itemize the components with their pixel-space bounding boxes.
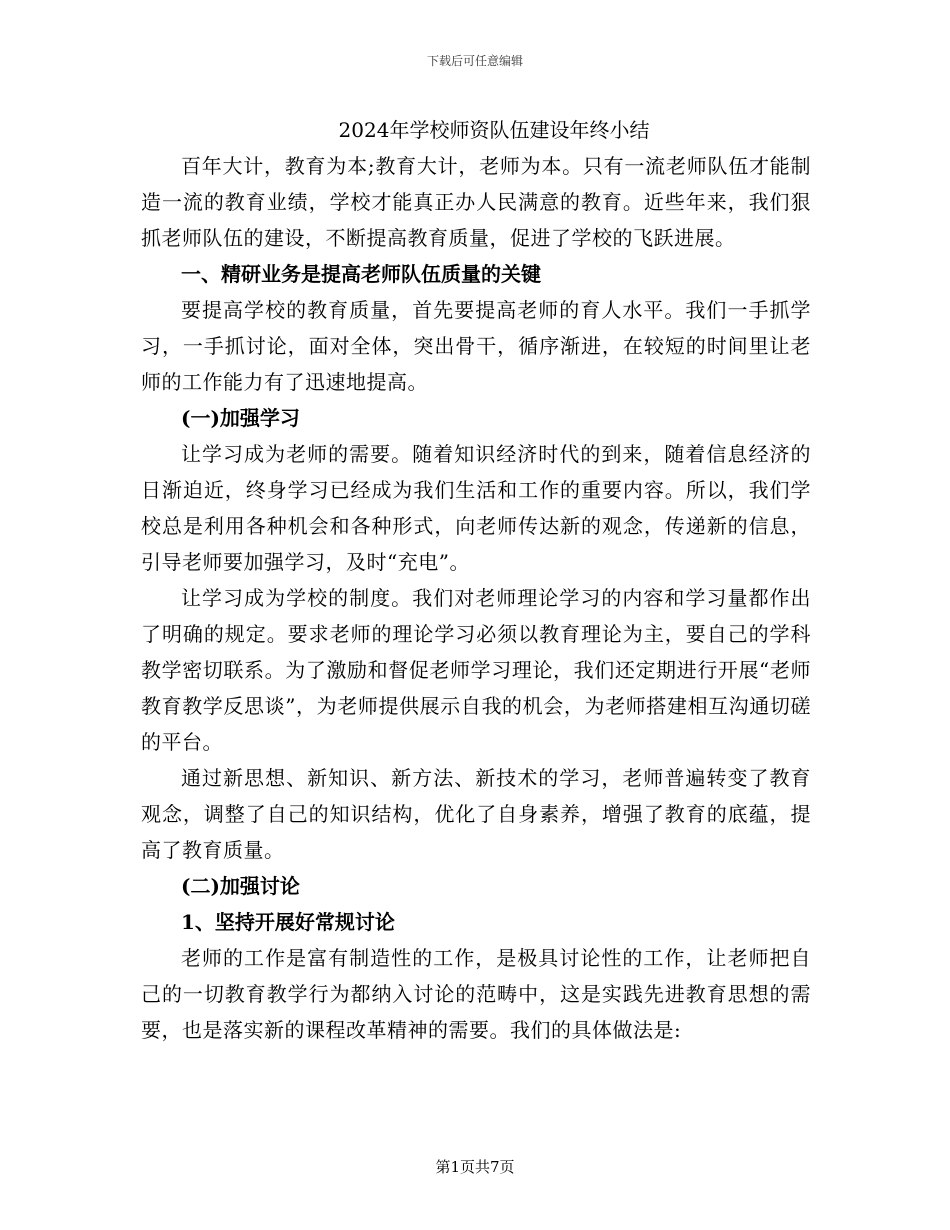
paragraph-learning-need: 让学习成为老师的需要。随着知识经济时代的到来，随着信息经济的日渐迫近，终身学习已经成为我们生活和工作的重要内容。所以，我们学校总是利用各种机会和各种形式，向老师传达新的观念，传递新的信息，引导老师要加强学习，及时“充电”。 — [141, 442, 811, 574]
page-number-footer: 第1页共7页 — [435, 1158, 515, 1176]
heading-item-1: 1、坚持开展好常规讨论 — [181, 910, 395, 934]
paragraph-research: 老师的工作是富有制造性的工作，是极具讨论性的工作，让老师把自己的一切教育教学行为都纳入讨论的范畴中，这是实践先进教育思想的需要，也是落实新的课程改革精神的需要。我们的具体做法是: — [141, 946, 811, 1042]
header-note: 下载后可任意编辑 — [426, 54, 523, 68]
document-body — [141, 112, 811, 1048]
document-title: 2024年学校师资队伍建设年终小结 — [338, 118, 650, 142]
paragraph-intro: 百年大计，教育为本;教育大计，老师为本。只有一流老师队伍才能制造一流的教育业绩，学校才能真正办人民满意的教育。近些年来，我们狠抓老师队伍的建设，不断提高教育质量，促进了学校的飞跃进展。 — [141, 154, 811, 250]
heading-subsection-2: (二)加强讨论 — [181, 874, 300, 898]
paragraph-learning-result: 通过新思想、新知识、新方法、新技术的学习，老师普遍转变了教育观念，调整了自己的知识结构，优化了自身素养，增强了教育的底蕴，提高了教育质量。 — [141, 766, 811, 862]
heading-section-1: 一、精研业务是提高老师队伍质量的关键 — [181, 262, 541, 286]
paragraph-section-1: 要提高学校的教育质量，首先要提高老师的育人水平。我们一手抓学习，一手抓讨论，面对全体，突出骨干，循序渐进，在较短的时间里让老师的工作能力有了迅速地提高。 — [141, 298, 811, 394]
heading-subsection-1: (一)加强学习 — [181, 406, 300, 430]
paragraph-learning-system: 让学习成为学校的制度。我们对老师理论学习的内容和学习量都作出了明确的规定。要求老师的理论学习必须以教育理论为主，要自己的学科教学密切联系。为了激励和督促老师学习理论，我们还定期进行开展“老师教育教学反思谈”，为老师提供展示自我的机会，为老师搭建相互沟通切磋的平台。 — [141, 586, 811, 754]
